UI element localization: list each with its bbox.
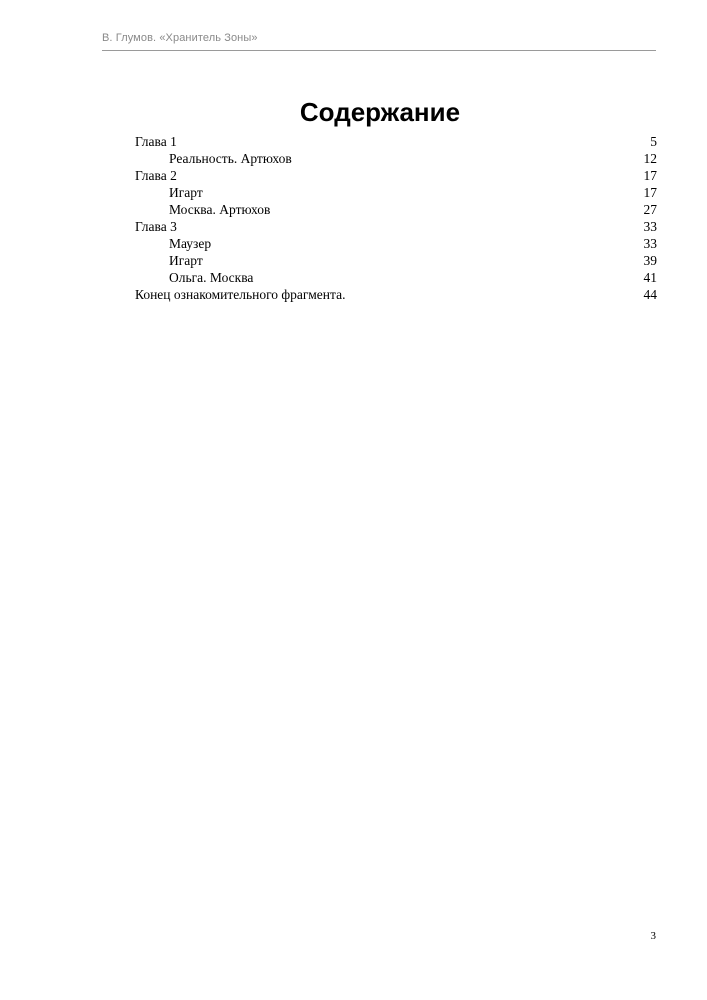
toc-entry-label: Ольга. Москва bbox=[169, 270, 254, 285]
running-header: В. Глумов. «Хранитель Зоны» bbox=[102, 32, 258, 44]
toc-entry-chapter-2[interactable] bbox=[135, 167, 657, 184]
toc-entry-label: Реальность. Артюхов bbox=[169, 151, 292, 166]
toc-entry-page: 41 bbox=[643, 270, 657, 285]
toc-entry-page: 5 bbox=[650, 134, 657, 149]
toc-entry-section[interactable] bbox=[135, 252, 657, 269]
toc-entry-section[interactable] bbox=[135, 235, 657, 252]
toc-entry-page: 17 bbox=[643, 168, 657, 183]
toc-entry-page: 12 bbox=[643, 151, 657, 166]
toc-entry-label: Москва. Артюхов bbox=[169, 202, 271, 217]
toc-entry-label: Конец ознакомительного фрагмента. bbox=[135, 287, 346, 302]
toc-entry-page: 17 bbox=[643, 185, 657, 200]
page-number: 3 bbox=[650, 930, 656, 942]
toc-entry-section[interactable] bbox=[135, 184, 657, 201]
toc-entry-chapter-1[interactable] bbox=[135, 133, 657, 150]
toc-entry-section[interactable] bbox=[135, 201, 657, 218]
toc-entry-label: Глава 1 bbox=[135, 134, 177, 149]
toc-entry-section[interactable] bbox=[135, 269, 657, 286]
toc-entry-end-of-fragment[interactable] bbox=[135, 286, 657, 303]
toc-entry-label: Маузер bbox=[169, 236, 212, 251]
header-divider bbox=[102, 50, 656, 51]
toc-entry-page: 33 bbox=[643, 236, 657, 251]
toc-entry-label: Игарт bbox=[169, 185, 203, 200]
table-of-contents bbox=[135, 133, 657, 303]
toc-entry-label: Игарт bbox=[169, 253, 203, 268]
page-title: Содержание bbox=[299, 97, 461, 128]
toc-entry-page: 44 bbox=[643, 287, 657, 302]
toc-entry-chapter-3[interactable] bbox=[135, 218, 657, 235]
toc-entry-page: 39 bbox=[643, 253, 657, 268]
toc-entry-page: 27 bbox=[643, 202, 657, 217]
toc-entry-label: Глава 3 bbox=[135, 219, 177, 234]
toc-entry-label: Глава 2 bbox=[135, 168, 177, 183]
toc-entry-section[interactable] bbox=[135, 150, 657, 167]
toc-entry-page: 33 bbox=[643, 219, 657, 234]
